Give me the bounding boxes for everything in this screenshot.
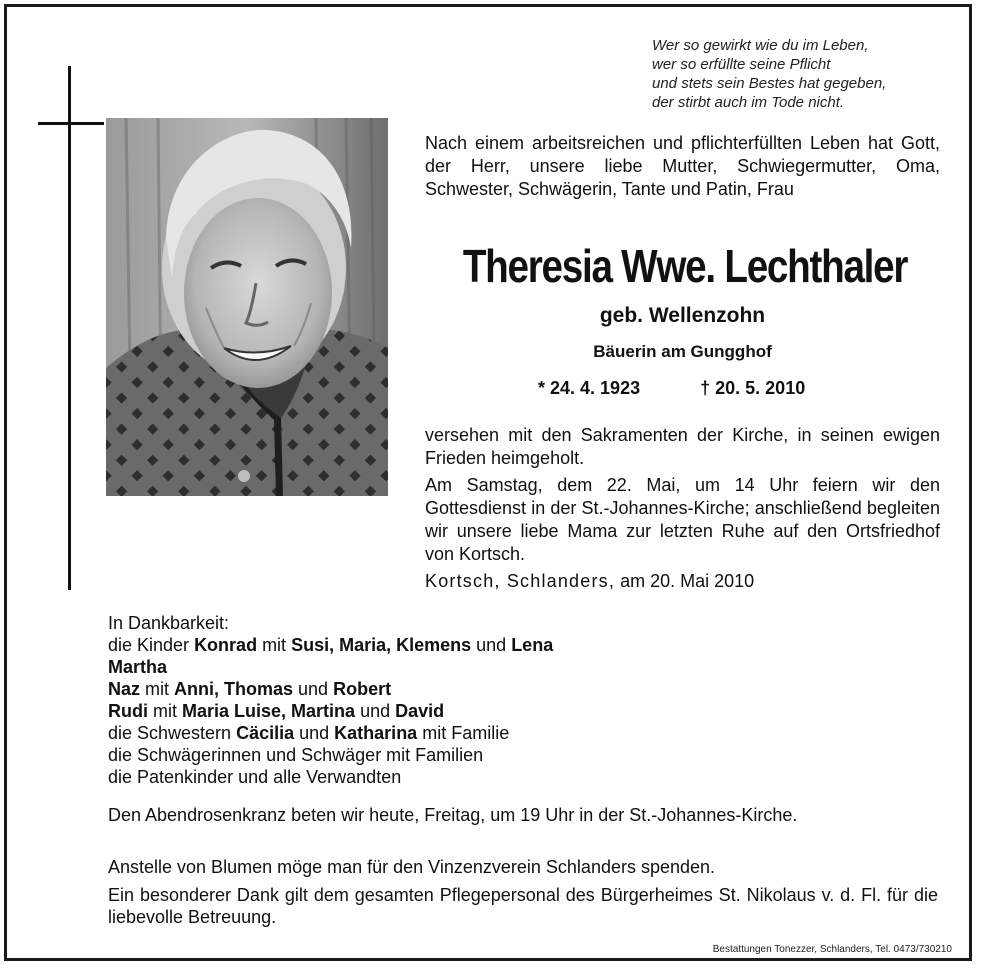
rosary-notice: Den Abendrosenkranz beten wir heute, Freitag, um 19 Uhr in der St.-Johannes-Kirche. bbox=[108, 805, 798, 825]
thanks-name: Anni, Thomas bbox=[174, 679, 294, 699]
verse-line: und stets sein Bestes hat gegeben, bbox=[652, 75, 887, 92]
thanks-text: mit bbox=[140, 679, 175, 699]
thanks-line bbox=[108, 722, 808, 744]
thanks-name: Cäcilia bbox=[236, 723, 295, 743]
thanks-list bbox=[108, 612, 808, 788]
place-date-value: am 20. Mai 2010 bbox=[620, 571, 755, 591]
birth-name: geb. Wellenzohn bbox=[599, 304, 766, 327]
sacraments-text: versehen mit den Sakramenten der Kirche, in seinen ewigen Frieden heimgeholt. bbox=[425, 425, 940, 468]
service-text: Am Samstag, dem 22. Mai, um 14 Uhr feiern wir den Gottesdienst in der St.-Johannes-Kirche; anschließend begleiten wir unsere liebe Mama zur letzten Ruhe auf den Ortsfriedhof von Kortsch. bbox=[425, 475, 940, 564]
thanks-text: die Schwestern bbox=[108, 723, 237, 743]
thanks-line bbox=[108, 634, 808, 656]
verse-line: der stirbt auch im Tode nicht. bbox=[652, 94, 845, 111]
place-towns: Kortsch, Schlanders, bbox=[425, 571, 616, 591]
thanks-name: Susi, Maria, Klemens bbox=[291, 635, 472, 655]
deceased-name: Theresia Wwe. Lechthaler bbox=[462, 240, 908, 292]
deceased-role: Bäuerin am Gungghof bbox=[593, 342, 772, 361]
birth-date: * 24. 4. 1923 bbox=[538, 378, 641, 398]
intro-text: Nach einem arbeitsreichen und pflichterfüllten Leben hat Gott, der Herr, unsere liebe Mutter, Schwiegermutter, Oma, Schwester, Schwägerin, Tante und Patin, Frau bbox=[425, 133, 940, 199]
thanks-name: David bbox=[395, 701, 445, 721]
thanks-text: mit bbox=[148, 701, 182, 721]
thanks-heading: In Dankbarkeit: bbox=[108, 613, 230, 633]
thanks-name: Naz bbox=[108, 679, 141, 699]
thanks-text: und bbox=[355, 701, 396, 721]
thanks-line: die Patenkinder und alle Verwandten bbox=[108, 767, 402, 787]
place-date bbox=[425, 570, 940, 593]
thanks-line bbox=[108, 656, 808, 678]
thanks-line bbox=[108, 700, 808, 722]
thanks-text: und bbox=[471, 635, 512, 655]
thanks-name: Lena bbox=[511, 635, 554, 655]
thanks-name: Martha bbox=[108, 657, 168, 677]
thanks-name: Rudi bbox=[108, 701, 148, 721]
gratitude-notice: Ein besonderer Dank gilt dem gesamten Pflegepersonal des Bürgerheimes St. Nikolaus v. d. Fl. für die liebevolle Betreuung. bbox=[108, 885, 938, 927]
thanks-text: mit bbox=[257, 635, 292, 655]
verse-line: wer so erfüllte seine Pflicht bbox=[652, 56, 831, 73]
thanks-name: Maria Luise, Martina bbox=[182, 701, 356, 721]
thanks-name: Robert bbox=[333, 679, 392, 699]
thanks-name: Konrad bbox=[194, 635, 258, 655]
cross-icon bbox=[68, 66, 71, 590]
death-date: † 20. 5. 2010 bbox=[700, 378, 806, 398]
donation-notice: Anstelle von Blumen möge man für den Vinzenzverein Schlanders spenden. bbox=[108, 857, 716, 877]
thanks-line bbox=[108, 678, 808, 700]
portrait-illustration bbox=[106, 118, 388, 496]
thanks-text: und bbox=[294, 723, 335, 743]
funeral-home-credit: Bestattungen Tonezzer, Schlanders, Tel. 0473/730210 bbox=[712, 944, 952, 955]
thanks-text: mit Familie bbox=[417, 723, 510, 743]
cross-icon-bar bbox=[38, 122, 104, 125]
thanks-text: und bbox=[293, 679, 334, 699]
life-dates bbox=[538, 376, 858, 400]
verse-line: Wer so gewirkt wie du im Leben, bbox=[652, 37, 869, 54]
memorial-verse bbox=[652, 36, 952, 112]
portrait-photo bbox=[106, 118, 388, 496]
thanks-line: die Schwägerinnen und Schwäger mit Familien bbox=[108, 745, 484, 765]
thanks-text: die Kinder bbox=[108, 635, 195, 655]
thanks-name: Katharina bbox=[334, 723, 418, 743]
